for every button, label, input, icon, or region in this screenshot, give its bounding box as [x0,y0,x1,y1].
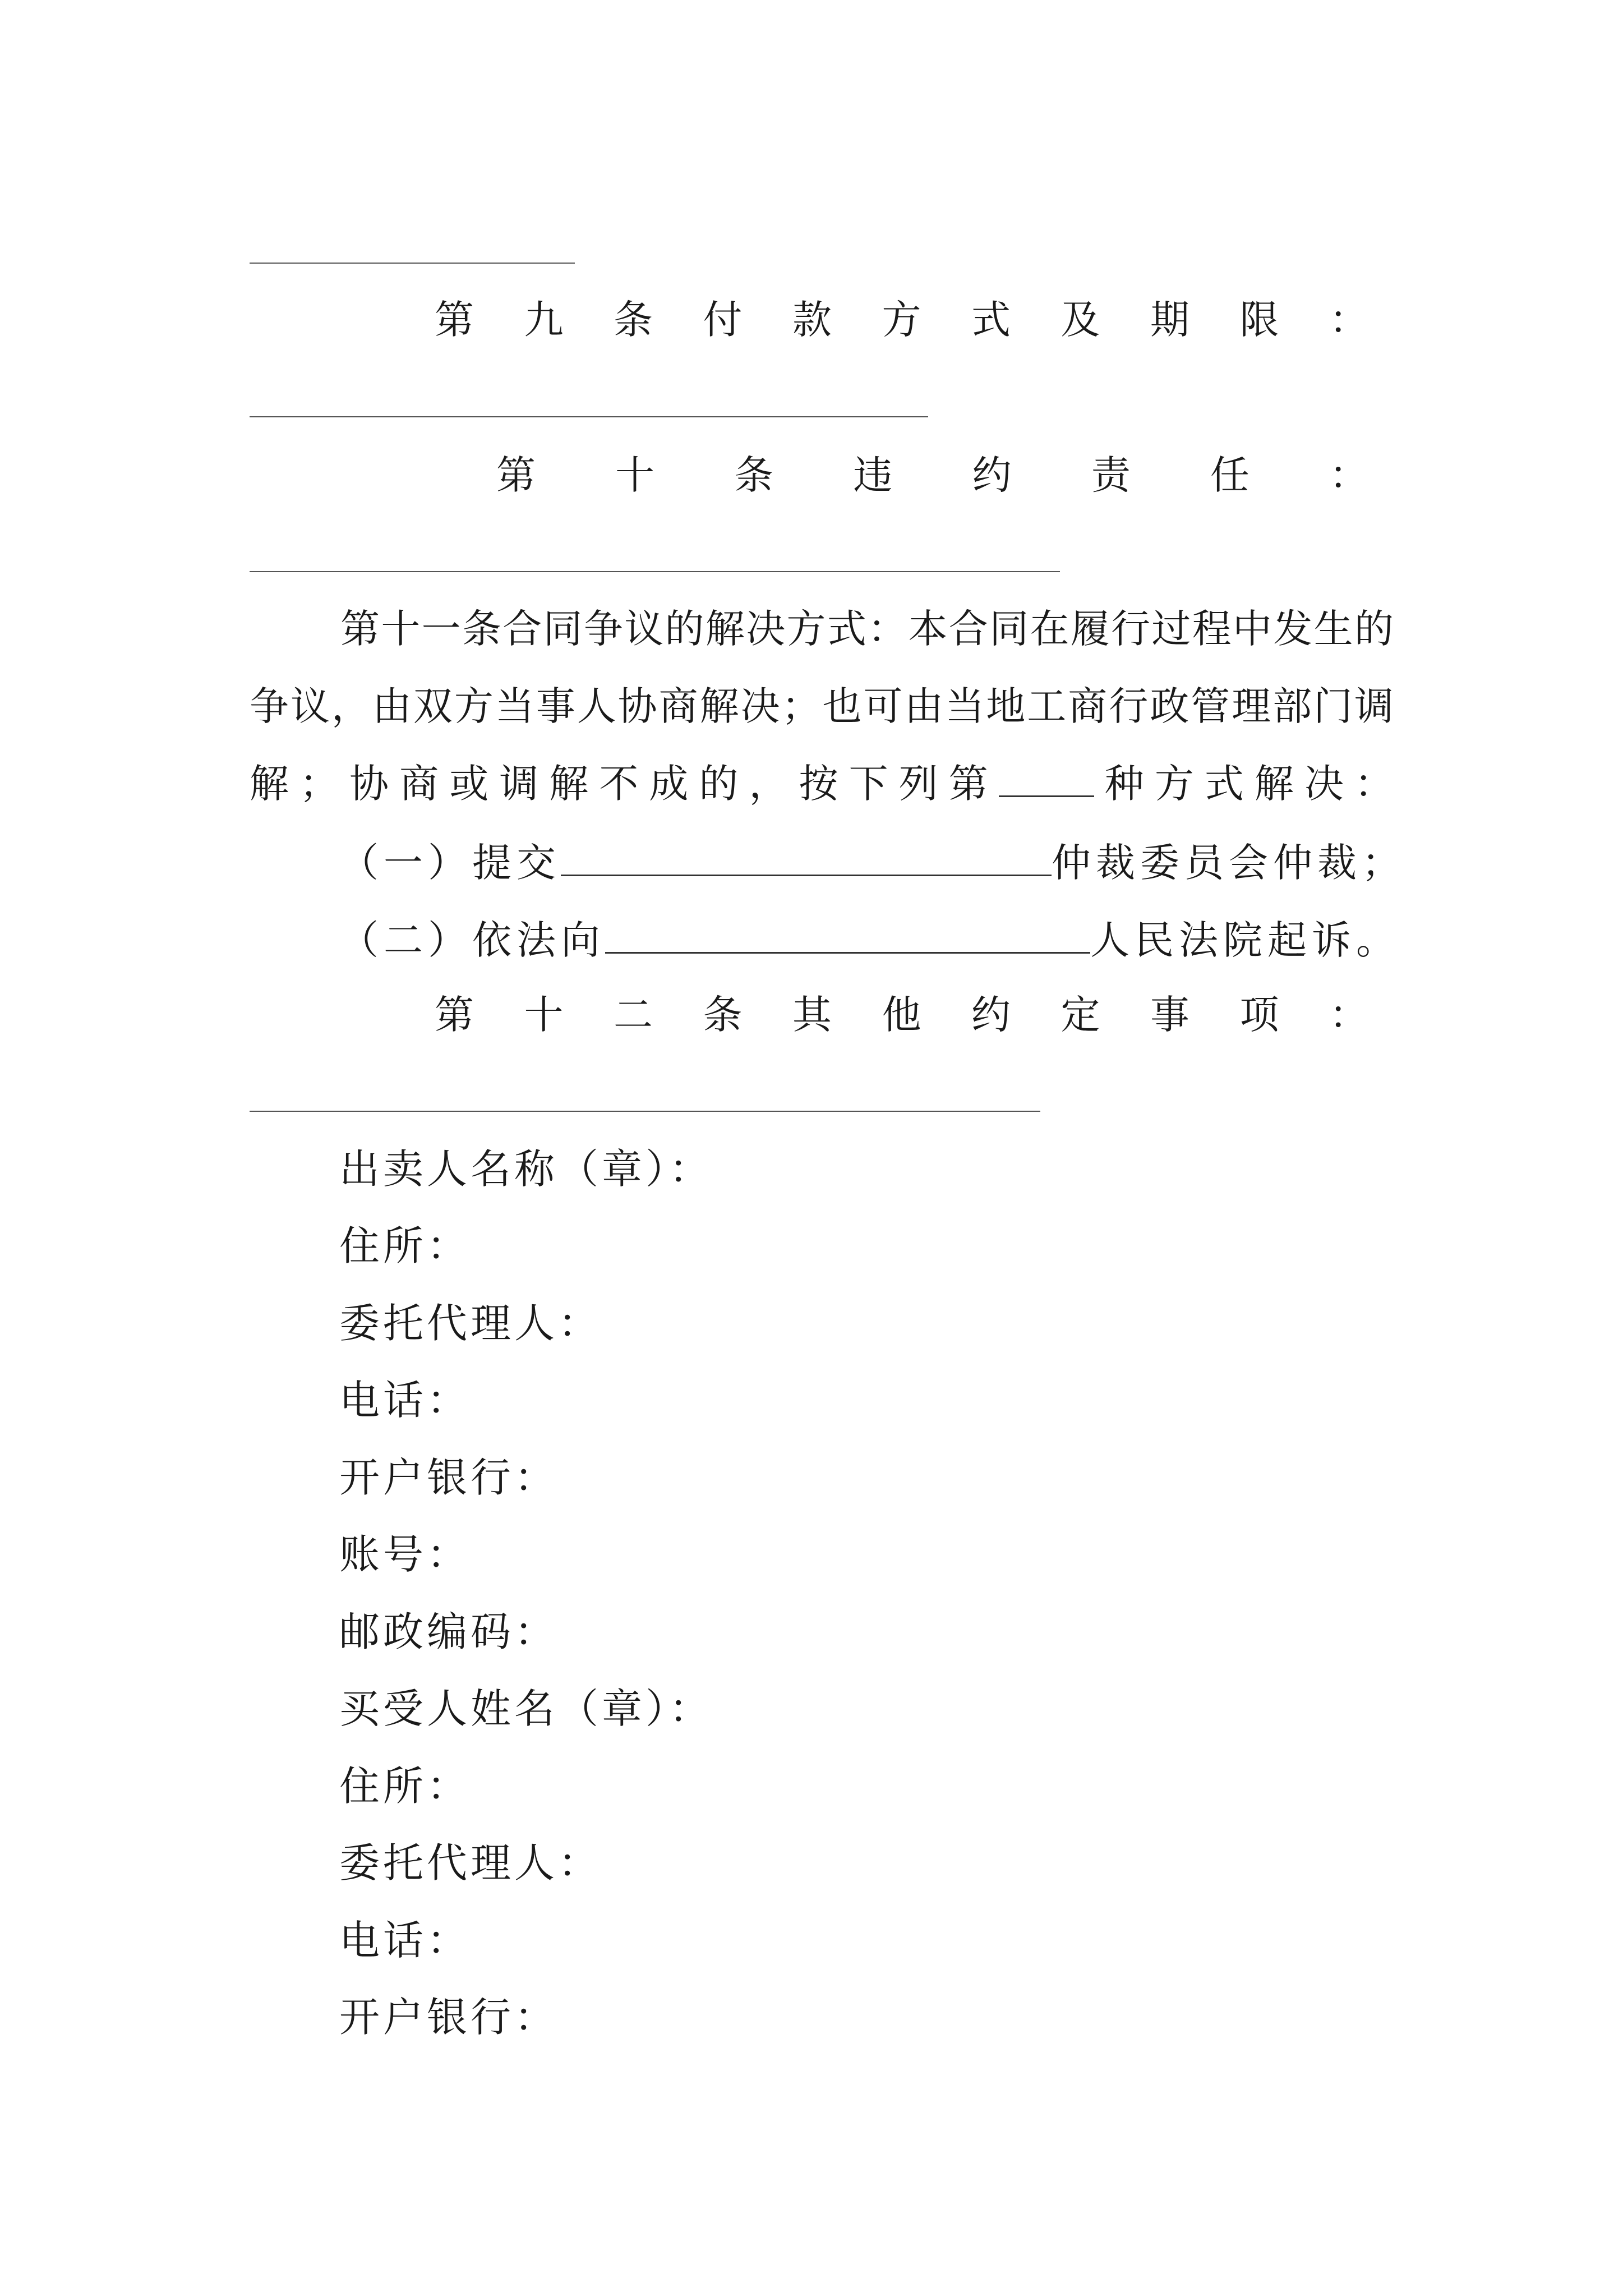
seller-account-label: 账号： [339,1531,471,1578]
article11-paragraph [250,590,1394,822]
article9-heading [435,297,1368,343]
option-arbitration [339,840,1406,886]
article12-char: 约 [971,992,1011,1038]
article9-char: 条 [614,297,653,343]
buyer-agent-label: 委托代理人： [339,1839,602,1887]
seller-agent-label: 委托代理人： [339,1300,602,1347]
seller-bank-label: 开户银行： [339,1454,559,1501]
fill-line-article9 [250,416,928,417]
seller-phone-label: 电话： [339,1377,471,1424]
article12-char: 二 [614,992,653,1038]
fill-line-article12 [250,1111,1040,1112]
article12-char: 项 [1239,992,1279,1038]
fill-line-article10 [250,571,1060,572]
article10-char: ： [1329,452,1368,498]
article10-char: 第 [496,452,536,498]
buyer-name-label: 买受人姓名（章）： [339,1685,713,1732]
article12-char: 第 [435,992,474,1038]
article10-char: 约 [972,452,1012,498]
article9-char: 限 [1239,297,1279,343]
seller-name-label: 出卖人名称（章）： [339,1145,713,1193]
article11-text-end: 种方式解决： [1094,761,1394,807]
article9-char: 第 [435,297,474,343]
buyer-bank-label: 开户银行： [339,1994,559,2041]
article11-text: 第十一条合同争议的解决方式：本合同在履行过程中发生的争议，由双方当事人协商解决；也可由当地工商行政管理部门调解；协商或调解不成的，按下列第 [250,606,1394,807]
seller-postcode-label: 邮政编码： [339,1608,559,1655]
buyer-phone-label: 电话： [339,1917,471,1964]
article9-char: 款 [792,297,832,343]
article9-char: ： [1329,297,1368,343]
article10-heading [496,452,1368,498]
option-litigation [339,917,1400,963]
article9-char: 及 [1061,297,1100,343]
article12-char: ： [1329,992,1368,1038]
court-blank [605,917,1090,954]
article12-heading [435,992,1368,1038]
article12-char: 其 [792,992,832,1038]
method-choice-blank [999,761,1094,797]
seller-address-label: 住所： [339,1222,471,1269]
option2-prefix: （二）依法向 [339,917,605,963]
article9-char: 式 [971,297,1011,343]
article9-char: 期 [1150,297,1189,343]
article12-char: 十 [524,992,564,1038]
article10-char: 十 [615,452,655,498]
article10-char: 条 [734,452,774,498]
article12-char: 事 [1150,992,1189,1038]
article12-char: 他 [882,992,921,1038]
option1-prefix: （一）提交 [339,840,561,886]
article10-char: 责 [1091,452,1131,498]
article10-char: 任 [1210,452,1249,498]
fill-line-article8 [250,263,575,264]
option2-suffix: 人民法院起诉。 [1090,917,1400,963]
arbitration-committee-blank [561,840,1052,876]
option1-suffix: 仲裁委员会仲裁； [1052,840,1406,886]
article9-char: 方 [882,297,921,343]
article9-char: 付 [703,297,743,343]
article10-char: 违 [853,452,893,498]
article12-char: 定 [1061,992,1100,1038]
article9-char: 九 [524,297,564,343]
article12-char: 条 [703,992,743,1038]
buyer-address-label: 住所： [339,1763,471,1810]
